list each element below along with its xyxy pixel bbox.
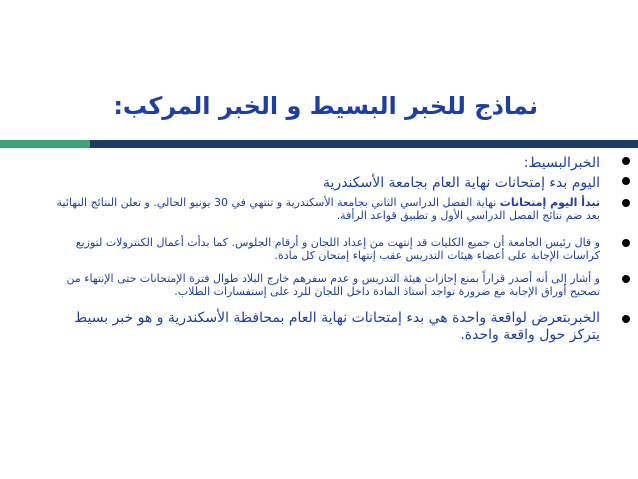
list-item	[40, 310, 600, 344]
list-item-text: الخبرالبسيط:	[523, 155, 600, 171]
list-item-text: اليوم بدء إمتحانات نهاية العام بجامعة الأسكندرية	[323, 175, 600, 191]
slide-content	[40, 153, 600, 344]
list-item-text	[40, 196, 600, 222]
slide-title: نماذج للخبر البسيط و الخبر المركب:	[113, 92, 538, 120]
bullet-icon	[622, 239, 630, 247]
list-item	[40, 236, 600, 262]
bullet-icon	[622, 315, 630, 323]
list-item	[40, 153, 600, 173]
bullet-icon	[622, 157, 630, 165]
list-item-text: و أشار إلى أنه أصدر قراراً بمنع إجازات هيئة التدريس و عدم سفرهم خارج البلاد طوال فترة الإمتحانات حتى الإنتهاء من تصحيح أوراق الإجابة مع ضرورة تواجد أستاذ المادة داخل اللجان للرد على إستفسارات الطلاب.	[66, 272, 600, 298]
title-rule-green	[0, 140, 90, 148]
title-rule-blue	[90, 140, 638, 148]
list-item	[40, 173, 600, 193]
lead-text: تبدأ اليوم إمتحانات	[499, 196, 600, 209]
list-item	[40, 196, 600, 222]
bullet-icon	[622, 275, 630, 283]
list-item-text: الخبربتعرض لواقعة واحدة هي بدء إمتحانات نهاية العام بمحافظة الأسكندرية و هو خبر بسيط يتركز حول واقعة واحدة.	[74, 310, 600, 343]
list-item-text: و قال رئيس الجامعة أن جميع الكليات قد إنتهت من إعداد اللجان و أرقام الجلوس. كما بدأت أعمال الكنترولات لتوزيع كراسات الإجابة على أعضاء هيئات التدريس عقب إنتهاء إمتحان كل مادة.	[75, 236, 600, 262]
body-text: نهاية الفصل الدراسي الثاني بجامعة الأسكندرية و تنتهي في 30 يونيو الحالي. و تعلن النتائج النهائية بعد ضم نتائج الفصل الدراسي الأول و تطبيق قواعد الرأفة.	[56, 196, 600, 222]
bullet-icon	[622, 199, 630, 207]
slide-top-area	[0, 0, 638, 58]
bullet-icon	[622, 177, 630, 185]
list-item	[40, 272, 600, 298]
